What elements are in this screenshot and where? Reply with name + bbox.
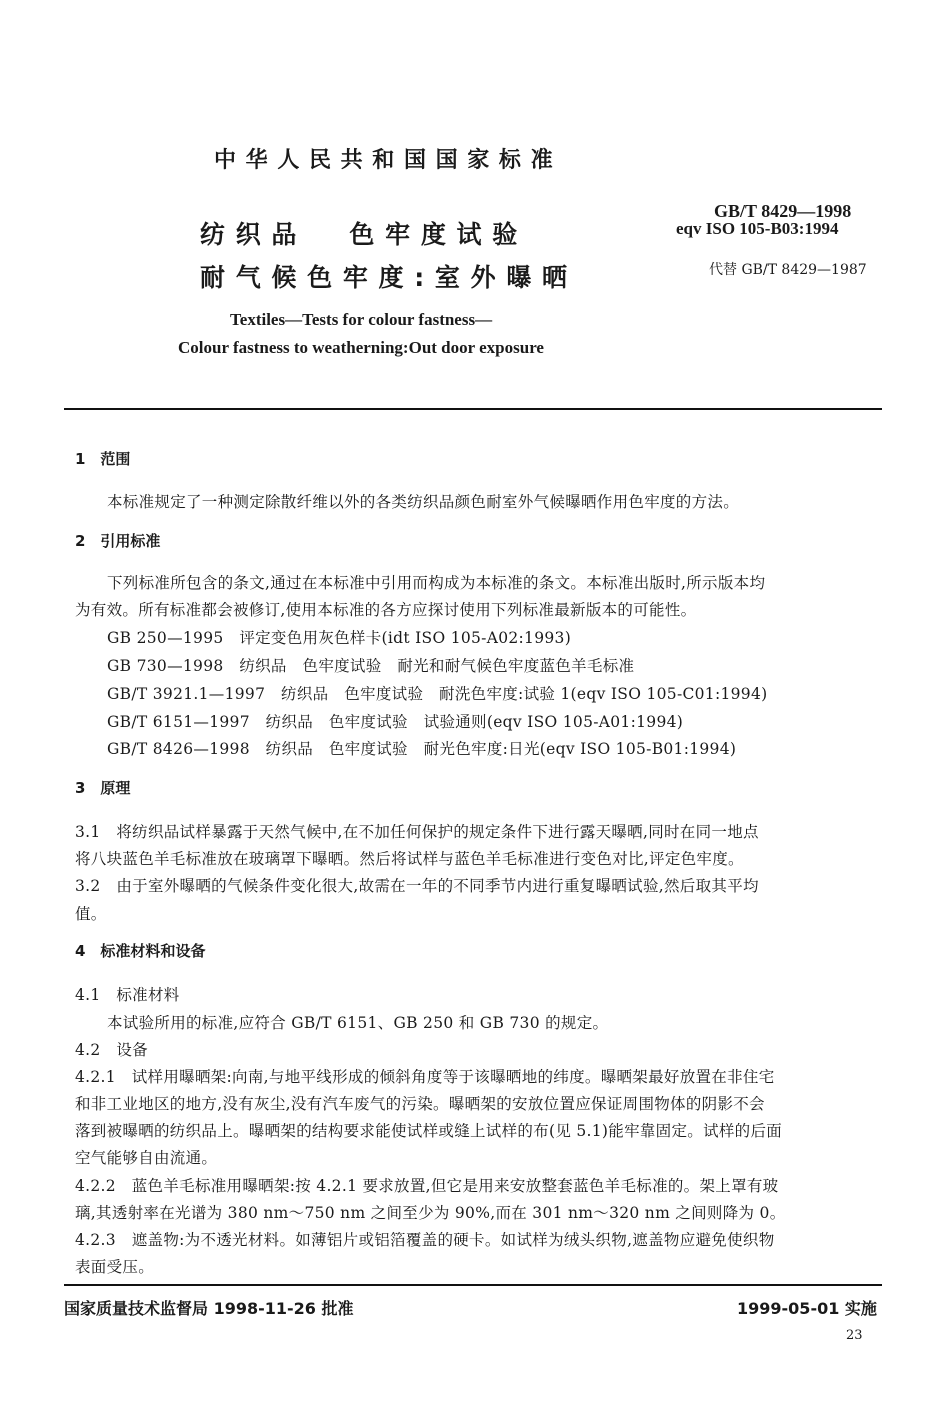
section-3-heading: 3 原理 xyxy=(75,779,131,797)
clause-3-2-line1: 3.2 由于室外曝晒的气候条件变化很大,故需在一年的不同季节内进行重复曝晒试验,然后取其平均 xyxy=(75,877,759,895)
clause-3-2-line2: 值。 xyxy=(75,905,107,923)
reference-item: GB 730—1998 纺织品 色牢度试验 耐光和耐气候色牢度蓝色羊毛标准 xyxy=(107,657,635,675)
footer-divider xyxy=(64,1284,882,1286)
reference-item: GB/T 8426—1998 纺织品 色牢度试验 耐光色牢度:日光(eqv ISO 105-B01:1994) xyxy=(107,740,737,758)
clause-4-2-2-line1: 4.2.2 蓝色羊毛标准用曝晒架:按 4.2.1 要求放置,但它是用来安放整套蓝色羊毛标准的。架上罩有玻 xyxy=(75,1177,779,1195)
title-en-line1: Textiles—Tests for colour fastness— xyxy=(230,310,493,329)
clause-3-1-line1: 3.1 将纺织品试样暴露于天然气候中,在不加任何保护的规定条件下进行露天曝晒,同时在同一地点 xyxy=(75,823,759,841)
clause-4-2-1-line1: 4.2.1 试样用曝晒架:向南,与地平线形成的倾斜角度等于该曝晒地的纬度。曝晒架最好放置在非住宅 xyxy=(75,1068,775,1086)
clause-4-1-text: 本试验所用的标准,应符合 GB/T 6151、GB 250 和 GB 730 的规定。 xyxy=(107,1014,609,1032)
section-1-text: 本标准规定了一种测定除散纤维以外的各类纺织品颜色耐室外气候曝晒作用色牢度的方法。 xyxy=(107,493,740,511)
section-2-intro-line1: 下列标准所包含的条文,通过在本标准中引用而构成为本标准的条文。本标准出版时,所示版本均 xyxy=(107,574,766,592)
section-4-heading: 4 标准材料和设备 xyxy=(75,942,206,960)
equivalent-standard: eqv ISO 105-B03:1994 xyxy=(676,219,839,238)
effective-date: 1999-05-01 实施 xyxy=(737,1299,877,1318)
clause-4-2-1-line2: 和非工业地区的地方,没有灰尘,没有汽车废气的污染。曝晒架的安放位置应保证周围物体的阴影不会 xyxy=(75,1095,765,1113)
reference-item: GB/T 3921.1—1997 纺织品 色牢度试验 耐洗色牢度:试验 1(eqv ISO 105-C01:1994) xyxy=(107,685,768,703)
clause-4-2-2-line2: 璃,其透射率在光谱为 380 nm～750 nm 之间至少为 90%,而在 301 nm～320 nm 之间则降为 0。 xyxy=(75,1204,786,1222)
section-1-heading: 1 范围 xyxy=(75,450,131,468)
standard-number: GB/T 8429—1998 xyxy=(714,201,852,221)
page-number: 23 xyxy=(846,1328,863,1343)
clause-4-2-1-line3: 落到被曝晒的纺织品上。曝晒架的结构要求能使试样或缝上试样的布(见 5.1)能牢靠固定。试样的后面 xyxy=(75,1122,783,1140)
approval-line: 国家质量技术监督局 1998-11-26 批准 xyxy=(64,1299,354,1318)
title-cn-line2: 耐 气 候 色 牢 度 : 室 外 曝 晒 xyxy=(200,263,569,292)
clause-3-1-line2: 将八块蓝色羊毛标准放在玻璃罩下曝晒。然后将试样与蓝色羊毛标准进行变色对比,评定色牢度。 xyxy=(75,850,744,868)
issuing-body: 中 华 人 民 共 和 国 国 家 标 准 xyxy=(214,148,554,173)
header-divider xyxy=(64,408,882,410)
clause-4-2-1-line4: 空气能够自由流通。 xyxy=(75,1149,218,1167)
section-2-heading: 2 引用标准 xyxy=(75,532,161,550)
section-2-intro-line2: 为有效。所有标准都会被修订,使用本标准的各方应探讨使用下列标准最新版本的可能性。 xyxy=(75,601,697,619)
clause-4-2-3-line1: 4.2.3 遮盖物:为不透光材料。如薄铝片或铝箔覆盖的硬卡。如试样为绒头织物,遮盖物应避免使织物 xyxy=(75,1231,775,1249)
clause-4-2-heading: 4.2 设备 xyxy=(75,1041,148,1059)
clause-4-2-3-line2: 表面受压。 xyxy=(75,1258,155,1276)
clause-4-1-heading: 4.1 标准材料 xyxy=(75,986,180,1004)
replaces-standard: 代替 GB/T 8429—1987 xyxy=(709,262,867,278)
reference-item: GB/T 6151—1997 纺织品 色牢度试验 试验通则(eqv ISO 105-A01:1994) xyxy=(107,713,684,731)
title-en-line2: Colour fastness to weatherning:Out door exposure xyxy=(178,338,544,357)
title-cn-line1: 纺 织 品 色 牢 度 试 验 xyxy=(200,220,519,249)
reference-item: GB 250—1995 评定变色用灰色样卡(idt ISO 105-A02:1993) xyxy=(107,629,572,647)
